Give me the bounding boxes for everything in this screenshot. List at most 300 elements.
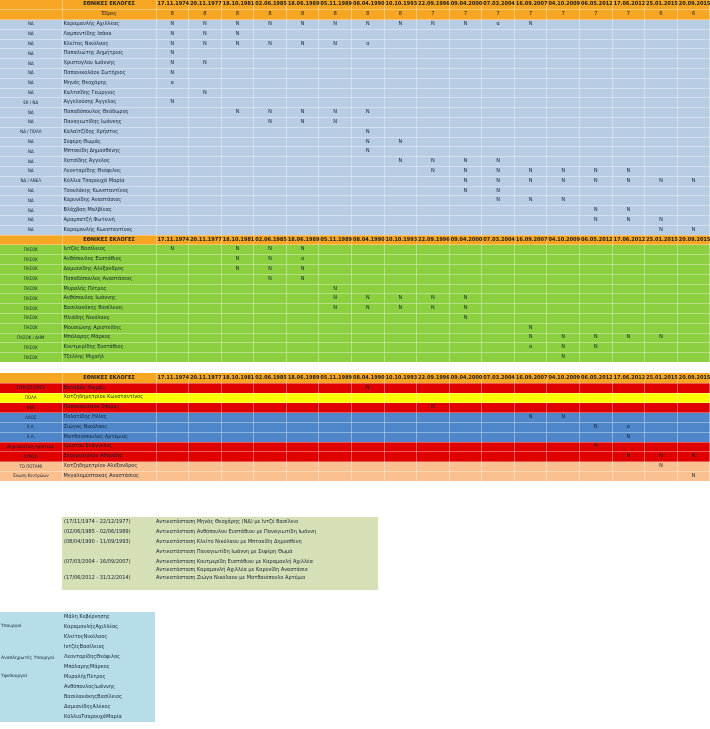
mark-cell[interactable]: Ν: [547, 343, 580, 353]
gov-member-cell[interactable]: ΜυραλήςΠέτρος: [62, 672, 155, 682]
mark-cell[interactable]: [351, 422, 384, 432]
mark-cell[interactable]: [156, 88, 189, 98]
mark-cell[interactable]: [384, 147, 417, 157]
mark-cell[interactable]: [189, 462, 222, 472]
mark-cell[interactable]: [286, 413, 319, 423]
mark-cell[interactable]: [286, 216, 319, 226]
gov-member-cell[interactable]: ΔαμιανίδηςΑλέκος: [62, 702, 155, 712]
mark-cell[interactable]: [482, 29, 515, 39]
mark-cell[interactable]: [514, 393, 547, 403]
party-cell[interactable]: ΠΑΣΟΚ: [0, 274, 62, 284]
seats-cell[interactable]: 8: [221, 10, 254, 20]
mark-cell[interactable]: Ν: [351, 147, 384, 157]
mark-cell[interactable]: [156, 452, 189, 462]
mark-cell[interactable]: [351, 118, 384, 128]
party-cell[interactable]: ΝΔ: [0, 157, 62, 167]
mark-cell[interactable]: [482, 343, 515, 353]
date-cell[interactable]: 05.11.1989: [319, 235, 352, 245]
mark-cell[interactable]: Ν: [286, 265, 319, 275]
mark-cell[interactable]: [645, 147, 678, 157]
mark-cell[interactable]: [286, 343, 319, 353]
mark-cell[interactable]: [612, 69, 645, 79]
mark-cell[interactable]: [514, 137, 547, 147]
mark-cell[interactable]: [286, 137, 319, 147]
mark-cell[interactable]: [677, 147, 710, 157]
mark-cell[interactable]: [189, 383, 222, 393]
mark-cell[interactable]: [547, 147, 580, 157]
mark-cell[interactable]: [449, 245, 482, 255]
mark-cell[interactable]: [612, 274, 645, 284]
mark-cell[interactable]: [417, 255, 450, 265]
mark-cell[interactable]: [189, 206, 222, 216]
mark-cell[interactable]: [645, 108, 678, 118]
mark-cell[interactable]: [645, 88, 678, 98]
mark-cell[interactable]: [449, 29, 482, 39]
mark-cell[interactable]: [580, 294, 613, 304]
member-name-cell[interactable]: Ανθόπουλος Ευστάθιος: [62, 255, 156, 265]
mark-cell[interactable]: [580, 49, 613, 59]
mark-cell[interactable]: [351, 343, 384, 353]
mark-cell[interactable]: Ν: [286, 245, 319, 255]
mark-cell[interactable]: [156, 157, 189, 167]
mark-cell[interactable]: [514, 118, 547, 128]
date-cell[interactable]: 04.10.2009: [547, 373, 580, 383]
mark-cell[interactable]: [677, 137, 710, 147]
mark-cell[interactable]: [612, 49, 645, 59]
date-cell[interactable]: 18.06.1989: [286, 373, 319, 383]
mark-cell[interactable]: [417, 147, 450, 157]
mark-cell[interactable]: [482, 118, 515, 128]
mark-cell[interactable]: [254, 196, 287, 206]
mark-cell[interactable]: [645, 39, 678, 49]
member-name-cell[interactable]: Βλάχβαη Μαλβίνας: [62, 206, 156, 216]
mark-cell[interactable]: [286, 403, 319, 413]
mark-cell[interactable]: [612, 59, 645, 69]
mark-cell[interactable]: Ν: [645, 333, 678, 343]
mark-cell[interactable]: [221, 353, 254, 363]
member-name-cell[interactable]: Παπαδόπουλος Θεόδωρος: [62, 108, 156, 118]
mark-cell[interactable]: [677, 343, 710, 353]
mark-cell[interactable]: [384, 118, 417, 128]
party-cell[interactable]: ΠΑΣΟΚ: [0, 343, 62, 353]
party-cell[interactable]: ΝΔ: [0, 196, 62, 206]
mark-cell[interactable]: [645, 49, 678, 59]
mark-cell[interactable]: [319, 206, 352, 216]
mark-cell[interactable]: Ν: [384, 137, 417, 147]
mark-cell[interactable]: [417, 39, 450, 49]
mark-cell[interactable]: [189, 147, 222, 157]
member-name-cell[interactable]: Παπανικολάου Σπύρος: [62, 403, 156, 413]
mark-cell[interactable]: Ν: [547, 333, 580, 343]
mark-cell[interactable]: [547, 314, 580, 324]
member-name-cell[interactable]: Μπτακίδη Δημοσθένης: [62, 147, 156, 157]
mark-cell[interactable]: [514, 88, 547, 98]
mark-cell[interactable]: [514, 206, 547, 216]
mark-cell[interactable]: [286, 284, 319, 294]
date-cell[interactable]: 20.09.2015: [677, 0, 710, 10]
date-cell[interactable]: 17.11.1974: [156, 0, 189, 10]
party-cell[interactable]: ΠΑΣΟΚ: [0, 284, 62, 294]
member-name-cell[interactable]: Κλείτος Νικόλαος: [62, 39, 156, 49]
mark-cell[interactable]: Ν: [286, 118, 319, 128]
mark-cell[interactable]: [417, 127, 450, 137]
mark-cell[interactable]: [319, 147, 352, 157]
mark-cell[interactable]: Ν: [351, 304, 384, 314]
mark-cell[interactable]: [319, 422, 352, 432]
mark-cell[interactable]: Ν: [254, 274, 287, 284]
mark-cell[interactable]: [286, 98, 319, 108]
member-name-cell[interactable]: Καλαϊτζίδης Χρήστος: [62, 127, 156, 137]
mark-cell[interactable]: [384, 98, 417, 108]
mark-cell[interactable]: Ν: [384, 294, 417, 304]
mark-cell[interactable]: [351, 225, 384, 235]
date-cell[interactable]: 06.05.2012: [580, 235, 613, 245]
mark-cell[interactable]: Ν: [514, 323, 547, 333]
mark-cell[interactable]: Ν: [645, 452, 678, 462]
mark-cell[interactable]: [156, 196, 189, 206]
mark-cell[interactable]: [580, 59, 613, 69]
mark-cell[interactable]: [319, 432, 352, 442]
mark-cell[interactable]: [612, 403, 645, 413]
mark-cell[interactable]: [156, 274, 189, 284]
mark-cell[interactable]: [189, 167, 222, 177]
mark-cell[interactable]: [384, 167, 417, 177]
mark-cell[interactable]: [254, 167, 287, 177]
mark-cell[interactable]: [580, 413, 613, 423]
mark-cell[interactable]: [612, 157, 645, 167]
mark-cell[interactable]: [580, 393, 613, 403]
seats-cell[interactable]: 7: [547, 10, 580, 20]
mark-cell[interactable]: [449, 422, 482, 432]
mark-cell[interactable]: [449, 127, 482, 137]
mark-cell[interactable]: [449, 216, 482, 226]
member-name-cell[interactable]: Παναγιωτίδης Ιωάννης: [62, 118, 156, 128]
mark-cell[interactable]: [319, 59, 352, 69]
mark-cell[interactable]: [482, 383, 515, 393]
mark-cell[interactable]: [384, 49, 417, 59]
mark-cell[interactable]: [351, 462, 384, 472]
mark-cell[interactable]: [514, 284, 547, 294]
mark-cell[interactable]: [547, 127, 580, 137]
mark-cell[interactable]: [677, 462, 710, 472]
mark-cell[interactable]: [156, 255, 189, 265]
mark-cell[interactable]: [319, 49, 352, 59]
mark-cell[interactable]: [645, 304, 678, 314]
mark-cell[interactable]: [677, 49, 710, 59]
mark-cell[interactable]: Ν: [351, 294, 384, 304]
mark-cell[interactable]: [384, 186, 417, 196]
mark-cell[interactable]: [351, 333, 384, 343]
mark-cell[interactable]: [221, 471, 254, 481]
mark-cell[interactable]: [514, 157, 547, 167]
mark-cell[interactable]: [384, 442, 417, 452]
mark-cell[interactable]: [449, 59, 482, 69]
mark-cell[interactable]: [449, 393, 482, 403]
mark-cell[interactable]: Ν: [254, 20, 287, 30]
mark-cell[interactable]: [384, 413, 417, 423]
mark-cell[interactable]: [482, 137, 515, 147]
mark-cell[interactable]: [351, 265, 384, 275]
mark-cell[interactable]: [384, 284, 417, 294]
date-cell[interactable]: 20.09.2015: [677, 235, 710, 245]
mark-cell[interactable]: [254, 127, 287, 137]
seats-cell[interactable]: 7: [580, 10, 613, 20]
mark-cell[interactable]: [384, 314, 417, 324]
mark-cell[interactable]: Ν: [351, 137, 384, 147]
mark-cell[interactable]: Ν: [286, 274, 319, 284]
mark-cell[interactable]: [580, 108, 613, 118]
party-cell[interactable]: ΛΑΟΣ: [0, 413, 62, 423]
mark-cell[interactable]: [645, 393, 678, 403]
mark-cell[interactable]: [449, 69, 482, 79]
mark-cell[interactable]: [254, 225, 287, 235]
mark-cell[interactable]: [286, 314, 319, 324]
mark-cell[interactable]: [677, 108, 710, 118]
mark-cell[interactable]: [286, 206, 319, 216]
mark-cell[interactable]: [351, 49, 384, 59]
member-name-cell[interactable]: Καρυνίδης Αναστάσιος: [62, 196, 156, 206]
mark-cell[interactable]: Ν: [254, 255, 287, 265]
date-cell[interactable]: 18.10.1981: [221, 373, 254, 383]
mark-cell[interactable]: [351, 78, 384, 88]
party-cell[interactable]: ΠΑΣΟΚ: [0, 255, 62, 265]
mark-cell[interactable]: [286, 304, 319, 314]
mark-cell[interactable]: [612, 78, 645, 88]
mark-cell[interactable]: Ν: [482, 186, 515, 196]
mark-cell[interactable]: [254, 403, 287, 413]
mark-cell[interactable]: Ν: [449, 186, 482, 196]
party-cell[interactable]: ΝΔ: [0, 49, 62, 59]
party-cell[interactable]: ΠΑΣΟΚ: [0, 323, 62, 333]
date-cell[interactable]: 18.10.1981: [221, 0, 254, 10]
mark-cell[interactable]: [514, 186, 547, 196]
mark-cell[interactable]: [482, 304, 515, 314]
date-cell[interactable]: 07.03.2004: [482, 235, 515, 245]
mark-cell[interactable]: Ν: [319, 294, 352, 304]
mark-cell[interactable]: [580, 353, 613, 363]
mark-cell[interactable]: [547, 393, 580, 403]
mark-cell[interactable]: α: [514, 343, 547, 353]
date-cell[interactable]: 16.09.2007: [514, 373, 547, 383]
mark-cell[interactable]: [580, 29, 613, 39]
party-cell[interactable]: ΝΔ: [0, 39, 62, 49]
date-cell[interactable]: 07.03.2004: [482, 0, 515, 10]
mark-cell[interactable]: [221, 343, 254, 353]
mark-cell[interactable]: [351, 196, 384, 206]
mark-cell[interactable]: [547, 39, 580, 49]
mark-cell[interactable]: [254, 88, 287, 98]
mark-cell[interactable]: Ν: [221, 255, 254, 265]
mark-cell[interactable]: [286, 471, 319, 481]
mark-cell[interactable]: [189, 98, 222, 108]
mark-cell[interactable]: [547, 452, 580, 462]
mark-cell[interactable]: [254, 314, 287, 324]
mark-cell[interactable]: [286, 78, 319, 88]
mark-cell[interactable]: [254, 59, 287, 69]
mark-cell[interactable]: [547, 462, 580, 472]
mark-cell[interactable]: [384, 343, 417, 353]
mark-cell[interactable]: [189, 49, 222, 59]
mark-cell[interactable]: [612, 137, 645, 147]
mark-cell[interactable]: [547, 432, 580, 442]
mark-cell[interactable]: [449, 462, 482, 472]
mark-cell[interactable]: [449, 333, 482, 343]
mark-cell[interactable]: [319, 353, 352, 363]
mark-cell[interactable]: [645, 422, 678, 432]
party-cell[interactable]: ΣΥΡΙΖΑ: [0, 452, 62, 462]
mark-cell[interactable]: [221, 69, 254, 79]
date-cell[interactable]: 18.06.1989: [286, 0, 319, 10]
mark-cell[interactable]: [156, 314, 189, 324]
mark-cell[interactable]: [156, 167, 189, 177]
mark-cell[interactable]: [417, 284, 450, 294]
mark-cell[interactable]: [547, 403, 580, 413]
mark-cell[interactable]: [221, 147, 254, 157]
mark-cell[interactable]: [645, 59, 678, 69]
mark-cell[interactable]: Ν: [482, 176, 515, 186]
seats-cell[interactable]: 7: [417, 10, 450, 20]
party-cell[interactable]: ΕΚ / ΝΔ: [0, 98, 62, 108]
mark-cell[interactable]: [221, 196, 254, 206]
seats-cell[interactable]: 7: [449, 10, 482, 20]
date-cell[interactable]: 25.01.2015: [645, 373, 678, 383]
mark-cell[interactable]: [189, 265, 222, 275]
mark-cell[interactable]: [319, 88, 352, 98]
mark-cell[interactable]: [417, 69, 450, 79]
mark-cell[interactable]: [254, 284, 287, 294]
mark-cell[interactable]: [449, 432, 482, 442]
mark-cell[interactable]: [189, 137, 222, 147]
mark-cell[interactable]: [254, 471, 287, 481]
date-cell[interactable]: 16.09.2007: [514, 0, 547, 10]
mark-cell[interactable]: [514, 471, 547, 481]
mark-cell[interactable]: [156, 127, 189, 137]
mark-cell[interactable]: [612, 39, 645, 49]
mark-cell[interactable]: [254, 98, 287, 108]
mark-cell[interactable]: [319, 69, 352, 79]
mark-cell[interactable]: [319, 216, 352, 226]
mark-cell[interactable]: [547, 88, 580, 98]
seats-cell[interactable]: 8: [189, 10, 222, 20]
mark-cell[interactable]: [417, 186, 450, 196]
blank-cell[interactable]: [0, 0, 62, 10]
mark-cell[interactable]: [221, 127, 254, 137]
date-cell[interactable]: 22.09.1996: [417, 235, 450, 245]
mark-cell[interactable]: [417, 206, 450, 216]
mark-cell[interactable]: [514, 147, 547, 157]
mark-cell[interactable]: [351, 413, 384, 423]
mark-cell[interactable]: [645, 78, 678, 88]
mark-cell[interactable]: [514, 255, 547, 265]
mark-cell[interactable]: Ν: [319, 108, 352, 118]
mark-cell[interactable]: Ν: [417, 157, 450, 167]
mark-cell[interactable]: [580, 452, 613, 462]
member-name-cell[interactable]: Τζέλλης Μιχαήλ: [62, 353, 156, 363]
mark-cell[interactable]: [319, 323, 352, 333]
mark-cell[interactable]: [482, 245, 515, 255]
mark-cell[interactable]: [677, 69, 710, 79]
mark-cell[interactable]: [612, 323, 645, 333]
mark-cell[interactable]: Ν: [319, 20, 352, 30]
mark-cell[interactable]: [221, 462, 254, 472]
date-cell[interactable]: 20.11.1977: [189, 373, 222, 383]
mark-cell[interactable]: [156, 186, 189, 196]
mark-cell[interactable]: [384, 333, 417, 343]
mark-cell[interactable]: [221, 393, 254, 403]
mark-cell[interactable]: [612, 245, 645, 255]
date-cell[interactable]: 10.10.1993: [384, 373, 417, 383]
date-cell[interactable]: 18.06.1989: [286, 235, 319, 245]
mark-cell[interactable]: [547, 284, 580, 294]
mark-cell[interactable]: [189, 452, 222, 462]
date-cell[interactable]: 16.09.2007: [514, 235, 547, 245]
party-cell[interactable]: Χ.Α.: [0, 422, 62, 432]
mark-cell[interactable]: Ν: [254, 118, 287, 128]
mark-cell[interactable]: [286, 383, 319, 393]
mark-cell[interactable]: [221, 274, 254, 284]
mark-cell[interactable]: [254, 422, 287, 432]
mark-cell[interactable]: [286, 353, 319, 363]
mark-cell[interactable]: [221, 206, 254, 216]
blank-cell[interactable]: [0, 373, 62, 383]
date-cell[interactable]: 02.06.1985: [254, 0, 287, 10]
mark-cell[interactable]: [645, 157, 678, 167]
mark-cell[interactable]: [449, 78, 482, 88]
mark-cell[interactable]: [286, 186, 319, 196]
mark-cell[interactable]: [449, 284, 482, 294]
mark-cell[interactable]: [417, 353, 450, 363]
mark-cell[interactable]: Ν: [417, 294, 450, 304]
mark-cell[interactable]: [677, 403, 710, 413]
mark-cell[interactable]: [677, 206, 710, 216]
mark-cell[interactable]: [547, 471, 580, 481]
date-cell[interactable]: 20.11.1977: [189, 235, 222, 245]
mark-cell[interactable]: [351, 206, 384, 216]
mark-cell[interactable]: [319, 403, 352, 413]
mark-cell[interactable]: [351, 176, 384, 186]
mark-cell[interactable]: Ν: [384, 20, 417, 30]
mark-cell[interactable]: [254, 216, 287, 226]
mark-cell[interactable]: [221, 304, 254, 314]
mark-cell[interactable]: [351, 255, 384, 265]
mark-cell[interactable]: [482, 225, 515, 235]
mark-cell[interactable]: [417, 29, 450, 39]
mark-cell[interactable]: [254, 29, 287, 39]
mark-cell[interactable]: [482, 462, 515, 472]
mark-cell[interactable]: [286, 196, 319, 206]
mark-cell[interactable]: Ν: [417, 304, 450, 314]
mark-cell[interactable]: [156, 304, 189, 314]
mark-cell[interactable]: [417, 216, 450, 226]
mark-cell[interactable]: [384, 88, 417, 98]
mark-cell[interactable]: [514, 29, 547, 39]
party-cell[interactable]: ΠΑΣΟΚ / ΔΗΜ: [0, 333, 62, 343]
mark-cell[interactable]: [221, 284, 254, 294]
mark-cell[interactable]: [254, 343, 287, 353]
mark-cell[interactable]: [449, 471, 482, 481]
mark-cell[interactable]: Ν: [351, 383, 384, 393]
mark-cell[interactable]: [189, 323, 222, 333]
mark-cell[interactable]: [514, 69, 547, 79]
member-name-cell[interactable]: Πολατίδης Ηλίας: [62, 413, 156, 423]
mark-cell[interactable]: [254, 323, 287, 333]
mark-cell[interactable]: [156, 403, 189, 413]
mark-cell[interactable]: Ν: [351, 20, 384, 30]
mark-cell[interactable]: [156, 413, 189, 423]
mark-cell[interactable]: [645, 167, 678, 177]
seats-cell[interactable]: 8: [319, 10, 352, 20]
mark-cell[interactable]: [482, 59, 515, 69]
